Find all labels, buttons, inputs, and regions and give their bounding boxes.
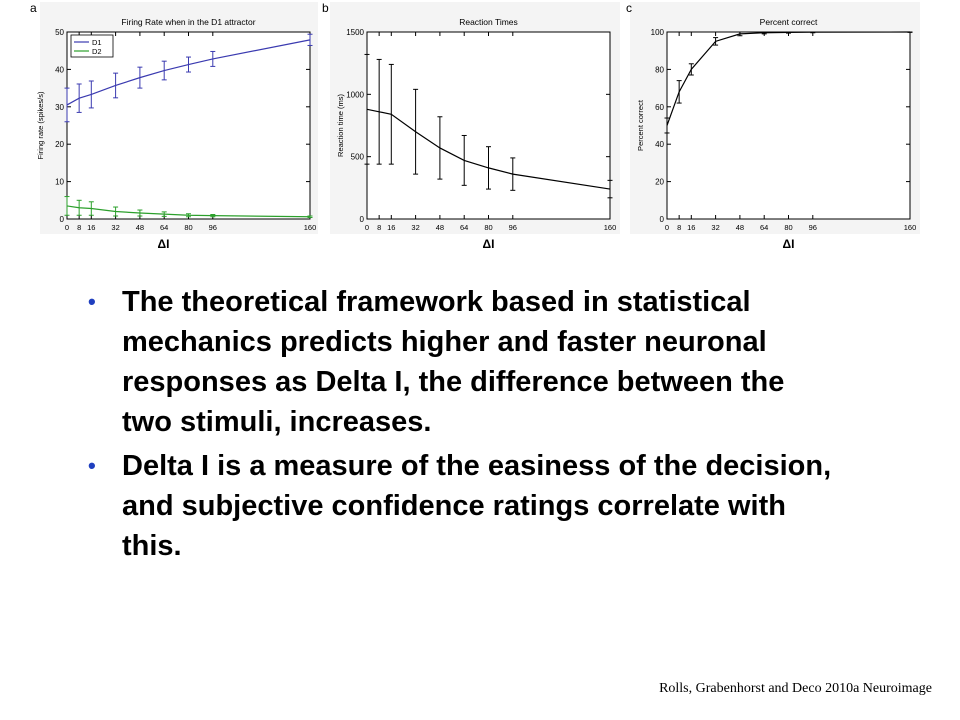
y-tick-label: 0 bbox=[359, 215, 364, 224]
x-tick-label: 64 bbox=[160, 223, 169, 232]
legend-label: D1 bbox=[92, 38, 102, 47]
x-tick-label: 32 bbox=[111, 223, 120, 232]
citation: Rolls, Grabenhorst and Deco 2010a Neuroimage bbox=[659, 681, 932, 696]
x-tick-label: 48 bbox=[735, 223, 745, 232]
x-tick-label: 80 bbox=[184, 223, 193, 232]
x-tick-label: 96 bbox=[508, 223, 517, 232]
bullet-list bbox=[82, 282, 842, 570]
y-axis-label: Percent correct bbox=[636, 100, 645, 151]
y-tick-label: 40 bbox=[655, 140, 664, 150]
chart-title: Reaction Times bbox=[459, 17, 518, 27]
x-tick-label: 80 bbox=[784, 223, 793, 232]
x-tick-label: 32 bbox=[711, 223, 720, 232]
y-tick-label: 50 bbox=[55, 28, 64, 37]
chart-title: Firing Rate when in the D1 attractor bbox=[121, 17, 256, 27]
x-tick-label: 96 bbox=[808, 223, 817, 232]
y-tick-label: 30 bbox=[55, 102, 64, 112]
panel-letter: a bbox=[30, 1, 37, 15]
y-tick-label: 10 bbox=[55, 177, 64, 187]
x-tick-label: 0 bbox=[364, 223, 370, 232]
y-tick-label: 500 bbox=[350, 152, 364, 162]
bullet-marker: • bbox=[88, 453, 96, 478]
x-axis-label: ΔI bbox=[782, 237, 795, 251]
y-tick-label: 100 bbox=[650, 28, 664, 37]
bullet-text-2: Delta I is a measure of the easiness of the decision, and subjective confidence ratings correlate with this. bbox=[122, 450, 832, 562]
y-tick-label: 20 bbox=[55, 140, 64, 150]
y-tick-label: 60 bbox=[655, 102, 664, 112]
x-tick-label: 160 bbox=[903, 223, 917, 232]
y-axis-label: Reaction time (ms) bbox=[336, 94, 345, 157]
x-tick-label: 32 bbox=[411, 223, 420, 232]
y-tick-label: 80 bbox=[655, 65, 664, 75]
x-tick-label: 96 bbox=[208, 223, 217, 232]
x-tick-label: 16 bbox=[387, 223, 396, 232]
x-tick-label: 0 bbox=[64, 223, 70, 232]
y-tick-label: 1500 bbox=[346, 28, 364, 37]
bullet-marker: • bbox=[88, 289, 96, 314]
chart-panel-a bbox=[30, 1, 318, 251]
chart-title: Percent correct bbox=[759, 17, 818, 27]
x-axis-label: ΔI bbox=[482, 237, 495, 251]
bullet-item-1 bbox=[82, 282, 842, 442]
panel-letter: b bbox=[322, 1, 329, 15]
x-axis-label: ΔI bbox=[157, 237, 170, 251]
chart-panel-b bbox=[322, 1, 620, 251]
bullet-text-1: The theoretical framework based in statistical mechanics predicts higher and faster neuronal responses as Delta I, the difference between the two stimuli, increases. bbox=[122, 286, 785, 438]
x-tick-label: 48 bbox=[135, 223, 145, 232]
y-tick-label: 40 bbox=[55, 65, 64, 75]
panel-letter: c bbox=[626, 1, 632, 15]
bullet-item-2 bbox=[82, 446, 842, 566]
x-tick-label: 8 bbox=[377, 223, 382, 232]
x-tick-label: 0 bbox=[664, 223, 670, 232]
x-tick-label: 64 bbox=[460, 223, 469, 232]
chart-panel-c bbox=[626, 1, 920, 251]
y-tick-label: 0 bbox=[59, 215, 64, 224]
y-axis-label: Firing rate (spikes/s) bbox=[36, 91, 45, 160]
plot-area bbox=[367, 32, 610, 219]
figure-panels bbox=[0, 0, 960, 265]
x-tick-label: 160 bbox=[303, 223, 317, 232]
x-tick-label: 160 bbox=[603, 223, 617, 232]
legend-label: D2 bbox=[92, 47, 102, 56]
x-tick-label: 64 bbox=[760, 223, 769, 232]
x-tick-label: 8 bbox=[677, 223, 682, 232]
x-tick-label: 48 bbox=[435, 223, 445, 232]
plot-area bbox=[667, 32, 910, 219]
y-tick-label: 0 bbox=[659, 215, 664, 224]
x-tick-label: 16 bbox=[687, 223, 696, 232]
y-tick-label: 1000 bbox=[346, 90, 364, 100]
legend bbox=[71, 35, 113, 57]
x-tick-label: 8 bbox=[77, 223, 82, 232]
x-tick-label: 16 bbox=[87, 223, 96, 232]
x-tick-label: 80 bbox=[484, 223, 493, 232]
y-tick-label: 20 bbox=[655, 177, 664, 187]
